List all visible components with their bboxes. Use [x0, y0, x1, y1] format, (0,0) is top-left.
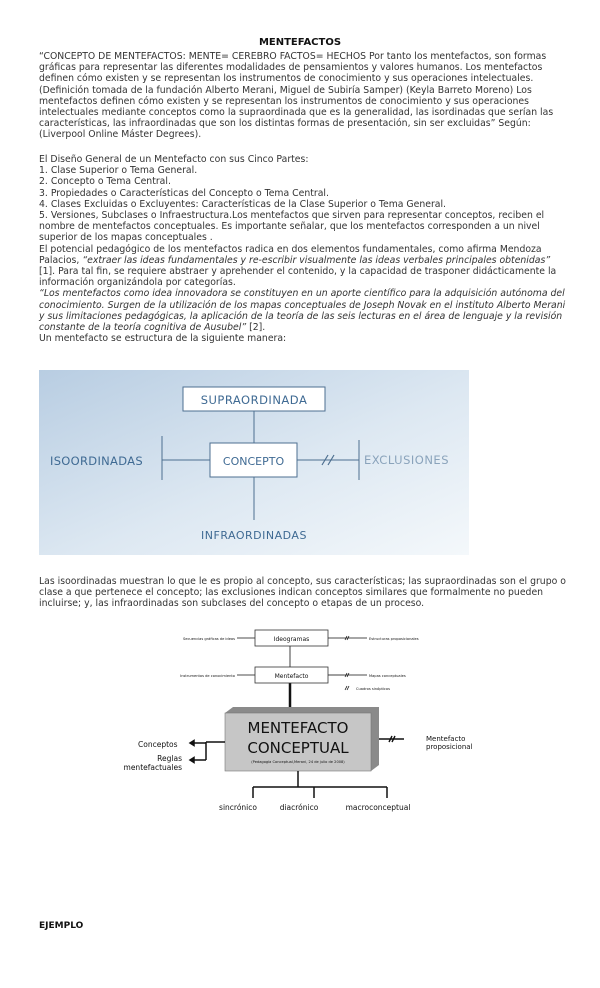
intro-paragraph: [39, 51, 567, 141]
rules-label-line1: Reglas: [157, 754, 182, 763]
quote-text: “Los mentefactos como idea innovadora se constituyen en un aporte científico para la adquisición autónoma del conocimiento. Surgen de la utilización de los mapas conceptuales de Joseph Novak en el instituto Alberto Merani y sus limitaciones pedagógicas, la aplicación de la teoría de las seis lecturas en el área de lenguaje y la revisión constante de la teoría cognitiva de Ausubel”: [39, 288, 566, 334]
isoordinadas-label: ISOORDINADAS: [50, 454, 143, 468]
ideogramas-label: Ideogramas: [273, 636, 310, 643]
quote-paragraph: [39, 288, 567, 333]
infraordinadas-label: INFRAORDINADAS: [201, 529, 307, 542]
structure-intro: Un mentefacto se estructura de la siguiente manera:: [39, 333, 287, 345]
potential-paragraph: [39, 244, 567, 289]
diachronic-label: diacrónico: [279, 803, 319, 812]
page-title: MENTEFACTOS: [258, 37, 342, 48]
propositional-label-line2: proposicional: [426, 743, 473, 751]
main-subtitle: (Pedagogía Conceptual,Merani, 24 de julio de 2008): [251, 760, 345, 764]
synoptic-tables-label: Cuadros sinópticos: [356, 687, 390, 691]
exclusiones-label: EXCLUSIONES: [364, 453, 450, 467]
example-heading: EJEMPLO: [39, 921, 84, 931]
rules-label-line2: mentefactuales: [123, 763, 182, 772]
explanation-text: Las isoordinadas muestran lo que le es propio al concepto, sus características; las supraordinadas son el grupo o clase a que pertenece el concepto; las exclusiones indican conceptos similares que formalmente no pueden incluirse; y, las infraordinadas son subclases del concepto o etapas de un proceso.: [39, 576, 566, 610]
main-title-line1: MENTEFACTO: [247, 719, 349, 737]
supraordinada-label: SUPRAORDINADA: [200, 393, 308, 407]
explanation-paragraph: [39, 576, 567, 610]
mentefacto-structure-diagram: [39, 370, 469, 555]
intro-text: “CONCEPTO DE MENTEFACTOS: MENTE= CEREBRO FACTOS= HECHOS Por tanto los mentefactos, son formas gráficas para representar las diferentes modalidades de pensamientos y valores humanos. Los mentefactos definen cómo existen y se representan los instrumentos de conocimiento y sus operaciones intelectuales. (Definición tomada de la fundación Alberto Merani, Miguel de Subiría Samper) (Keyla Barreto Moreno) Los mentefactos definen cómo existen y se representan los instrumentos de conocimiento y sus operaciones intelectuales mediante conceptos como la supraordinada que es la generalidad, las isordinadas que serían las características, las infraordinadas que son los distintas formas de presentación, sin ser excluidas” Según: (Liverpool Online Máster Degrees).: [39, 51, 554, 141]
synchronic-label: sincrónico: [219, 803, 257, 812]
main-title-line2: CONCEPTUAL: [247, 739, 349, 757]
propositional-label-line1: Mentefacto: [426, 735, 466, 743]
mentefacto-conceptual-diagram: [123, 627, 493, 822]
propositional-structures-label: Estructuras proposicionales: [369, 637, 419, 641]
part-item-2: 2. Concepto o Tema Central.: [39, 176, 171, 188]
potential-quote: “extraer las ideas fundamentales y re-escribir visualmente las ideas verbales principales obtenidas”: [82, 254, 551, 266]
parts-section: [39, 154, 567, 344]
potential-text-a: El potencial pedagógico de los mentefactos radica en dos elementos fundamentales, como afirma Mendoza Palacios,: [39, 243, 542, 266]
macroconceptual-label: macroconceptual: [345, 803, 411, 812]
concept-maps-label: Mapas conceptuales: [369, 674, 406, 678]
knowledge-instruments-label: Instrumentos de conocimiento: [180, 674, 235, 678]
exclusion-mark-icon: [345, 673, 349, 690]
parts-heading: El Diseño General de un Mentefacto con sus Cinco Partes:: [39, 154, 309, 165]
graphic-sequences-label: Secuencias gráficas de ideas: [182, 637, 235, 641]
conceptos-label: Conceptos: [138, 740, 178, 749]
part-item-4: 4. Clases Excluidas o Excluyentes: Características de la Clase Superior o Tema General.: [39, 198, 447, 210]
concept-label: CONCEPTO: [222, 455, 285, 468]
part-item-3: 3. Propiedades o Características del Concepto o Tema Central.: [39, 187, 329, 199]
quote-ref: [2].: [246, 322, 266, 334]
part-item-1: 1. Clase Superior o Tema General.: [39, 165, 198, 177]
arrow-left-icon: [190, 741, 206, 763]
potential-text-b: [1]. Para tal fin, se requiere abstraer y aprehender el contenido, y la capacidad de trasponer didácticamente la información organizándola por categorías.: [39, 266, 557, 289]
mentefacto-label: Mentefacto: [274, 673, 309, 680]
part-item-5: 5. Versiones, Subclases o Infraestructura.Los mentefactos que sirven para representar conceptos, reciben el nombre de mentefactos conceptuales. Es importante señalar, que los mentefactos corresponden a un nivel superior de los mapas conceptuales .: [39, 210, 545, 244]
